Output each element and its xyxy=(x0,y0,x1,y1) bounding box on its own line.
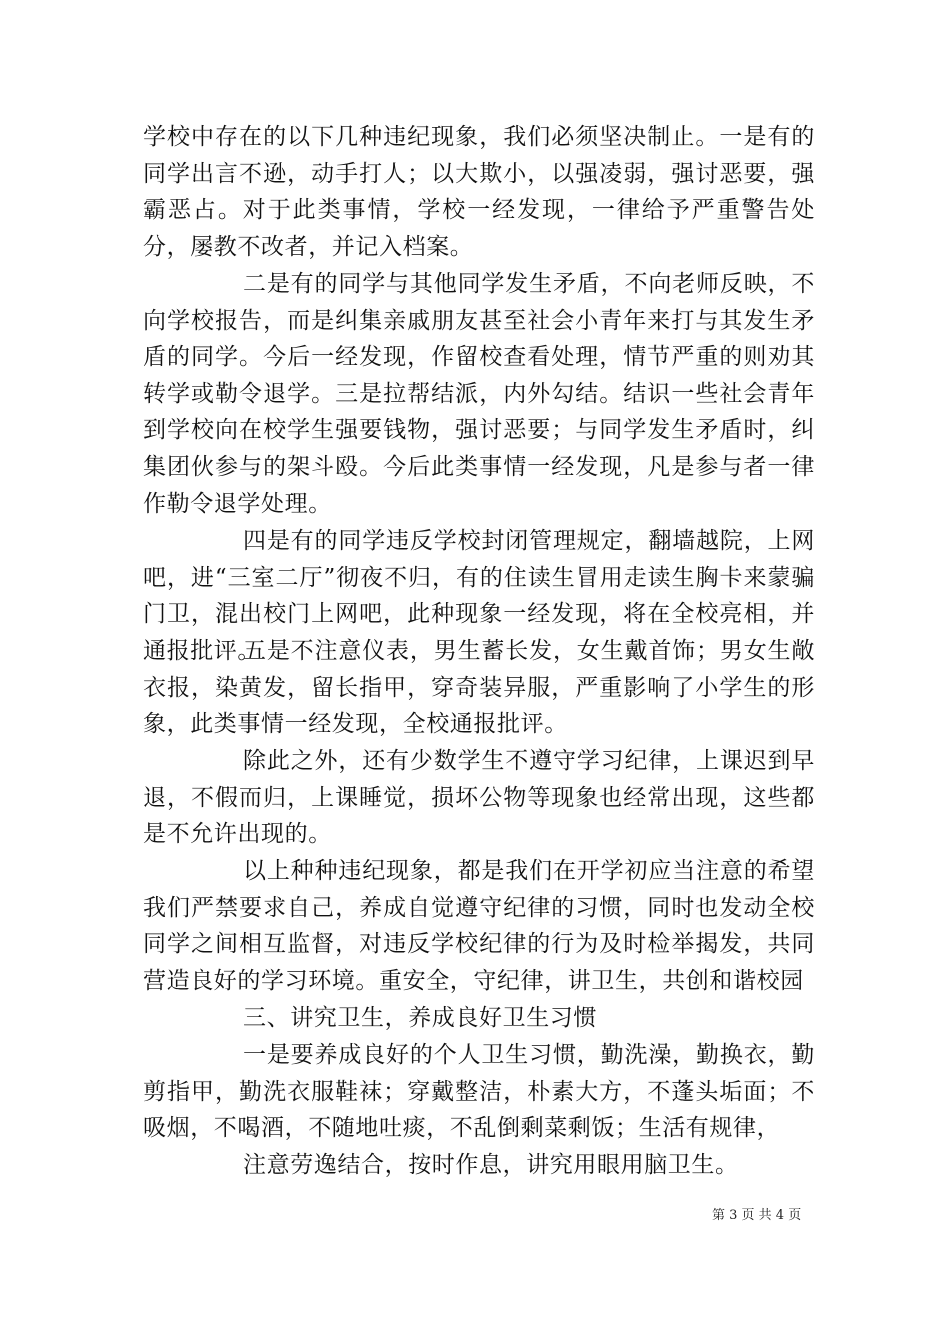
page-number-footer: 第 3 页 共 4 页 xyxy=(712,1208,802,1223)
paragraph-5: 除此之外，还有少数学生不遵守学习纪律，上课迟到早退，不假而归，上课睡觉，损坏公物等现象也经常出现，这些都是不允许出现的。 xyxy=(143,748,815,848)
paragraph-2: 二是有的同学与其他同学发生矛盾，不向老师反映，不向学校报告，而是纠集亲戚朋友甚至社会小青年来打与其发生矛盾的同学。今后一经发现，作留校查看处理，情节严重的则劝其转学或勒令退学。三是拉帮结派，内外勾结。结识一些社会青年到学校向在校学生强要钱物，强讨恶要；与同学发生矛盾时，纠集团伙参与的架斗殴。今后此类事情一经发现，凡是参与者一律作勒令退学处理。 xyxy=(143,271,815,517)
paragraph-6: 以上种种违纪现象，都是我们在开学初应当注意的希望我们严禁要求自己，养成自觉遵守纪律的习惯，同时也发动全校同学之间相互监督，对违反学校纪律的行为及时检举揭发，共同营造良好的学习环境。重安全，守纪律，讲卫生，共创和谐校园 xyxy=(143,858,815,994)
paragraph-8: 注意劳逸结合，按时作息，讲究用眼用脑卫生。 xyxy=(243,1152,739,1178)
paragraph-4: 五是不注意仪表，男生蓄长发，女生戴首饰；男女生敞衣报，染黄发，留长指甲，穿奇装异服，严重影响了小学生的形象，此类事情一经发现，全校通报批评。 xyxy=(143,638,815,738)
section-heading: 三、讲究卫生，养成良好卫生习惯 xyxy=(243,1005,597,1031)
paragraph-7: 一是要养成良好的个人卫生习惯，勤洗澡，勤换衣，勤剪指甲，勤洗衣服鞋袜；穿戴整洁，朴素大方，不蓬头垢面；不吸烟，不喝酒，不随地吐痰，不乱倒剩菜剩饭；生活有规律， xyxy=(143,1042,815,1142)
paragraph-1: 学校中存在的以下几种违纪现象，我们必须坚决制止。一是有的同学出言不逊，动手打人；以大欺小，以强凌弱，强讨恶要，强霸恶占。对于此类事情，学校一经发现，一律给予严重警告处分，屡教不改者，并记入档案。 xyxy=(143,124,815,260)
paragraph-3: 四是有的同学违反学校封闭管理规定，翻墙越院，上网吧，进“三室二厅”彻夜不归，有的住读生冒用走读生胸卡来蒙骗门卫，混出校门上网吧，此种现象一经发现，将在全校亮相，并通报批评。 xyxy=(143,528,815,664)
